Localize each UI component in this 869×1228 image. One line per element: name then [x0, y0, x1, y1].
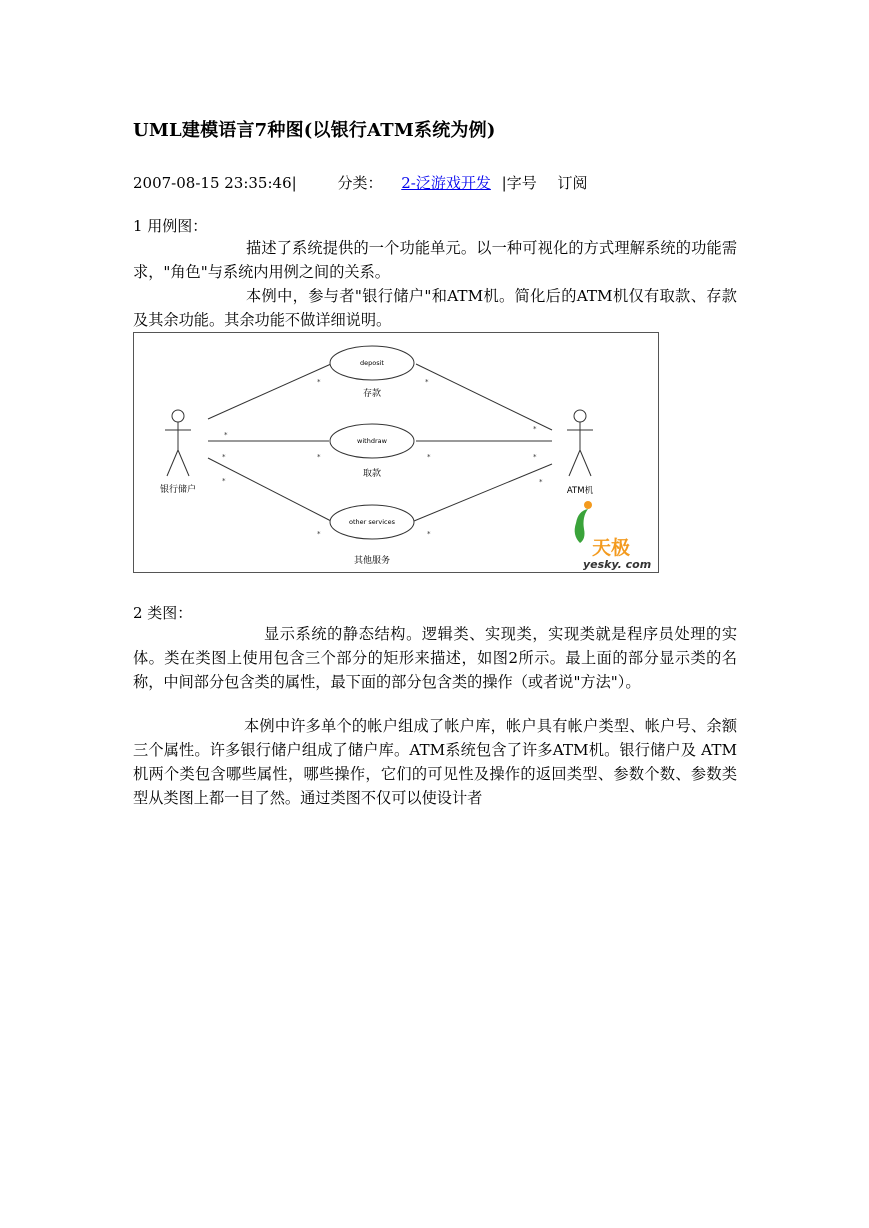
category-link[interactable]: 2-泛游戏开发 — [401, 174, 491, 192]
use-case-other-label: 其他服务 — [353, 556, 391, 566]
mult-mark: * — [427, 530, 431, 538]
section1-paragraph-2: 本例中，参与者"银行储户"和ATM机。简化后的ATM机仅有取款、存款及其余功能。其余功能不做详细说明。 — [133, 287, 737, 329]
yesky-logo — [575, 501, 592, 543]
section1-paragraph-1: 描述了系统提供的一个功能单元。以一种可视化的方式理解系统的功能需求，"角色"与系统内用例之间的关系。 — [133, 239, 737, 281]
mult-mark: * — [224, 431, 228, 439]
use-case-other-name: other services — [348, 518, 396, 526]
mult-mark: * — [427, 453, 431, 461]
post-datetime: 2007-08-15 23:35:46| — [133, 174, 297, 192]
mult-mark: * — [539, 478, 543, 486]
use-case-withdraw-name: withdraw — [357, 437, 387, 445]
page-title: UML建模语言7种图(以银行ATM系统为例) — [133, 120, 496, 141]
section-heading-class: 2 类图： — [133, 604, 193, 622]
assoc-left-other — [208, 458, 331, 521]
section2-paragraph-1: 显示系统的静态结构。逻辑类、实现类，实现类就是程序员处理的实体。类在类图上使用包含三个部分的矩形来描述，如图2所示。最上面的部分显示类的名称，中间部分包含类的属性，最下面的部分包含类的操作（或者说"方法"）。 — [133, 625, 737, 691]
category-label: 分类： — [337, 174, 383, 192]
subscribe-link[interactable]: 订阅 — [557, 174, 588, 192]
mult-mark: * — [317, 530, 321, 538]
watermark-en: yesky. com — [583, 558, 652, 571]
section2-paragraph-2: 本例中许多单个的帐户组成了帐户库，帐户具有帐户类型、帐户号、余额三个属性。许多银行储户组成了储户库。ATM系统包含了许多ATM机。银行储户及 ATM机两个类包含哪些属性，哪些操作，它们的可见性及操作的返回类型、参数个数、参数类型从类图上都一目了然。通过类图不仅可以使设计者 — [133, 717, 737, 807]
section-heading-use-case: 1 用例图： — [133, 217, 208, 235]
actor-right-icon — [567, 410, 593, 476]
assoc-left-deposit — [208, 364, 331, 419]
mult-mark: * — [425, 378, 429, 386]
use-case-diagram — [133, 332, 659, 573]
watermark-cn: 天极 — [592, 537, 631, 559]
mult-mark: * — [317, 378, 321, 386]
mult-mark: * — [533, 453, 537, 461]
post-meta — [133, 172, 588, 193]
actor-left-label: 银行储户 — [159, 485, 197, 495]
mult-mark: * — [533, 425, 537, 433]
font-size-control[interactable]: |字号 — [501, 174, 537, 192]
mult-mark: * — [222, 477, 226, 485]
mult-mark: * — [222, 453, 226, 461]
use-case-deposit-name: deposit — [360, 359, 384, 367]
actor-right-label: ATM机 — [566, 486, 594, 496]
use-case-withdraw-label: 取款 — [362, 469, 382, 479]
assoc-deposit-right — [416, 364, 552, 430]
use-case-deposit-label: 存款 — [362, 389, 382, 399]
mult-mark: * — [317, 453, 321, 461]
assoc-other-right — [414, 464, 552, 521]
actor-left-icon — [165, 410, 191, 476]
